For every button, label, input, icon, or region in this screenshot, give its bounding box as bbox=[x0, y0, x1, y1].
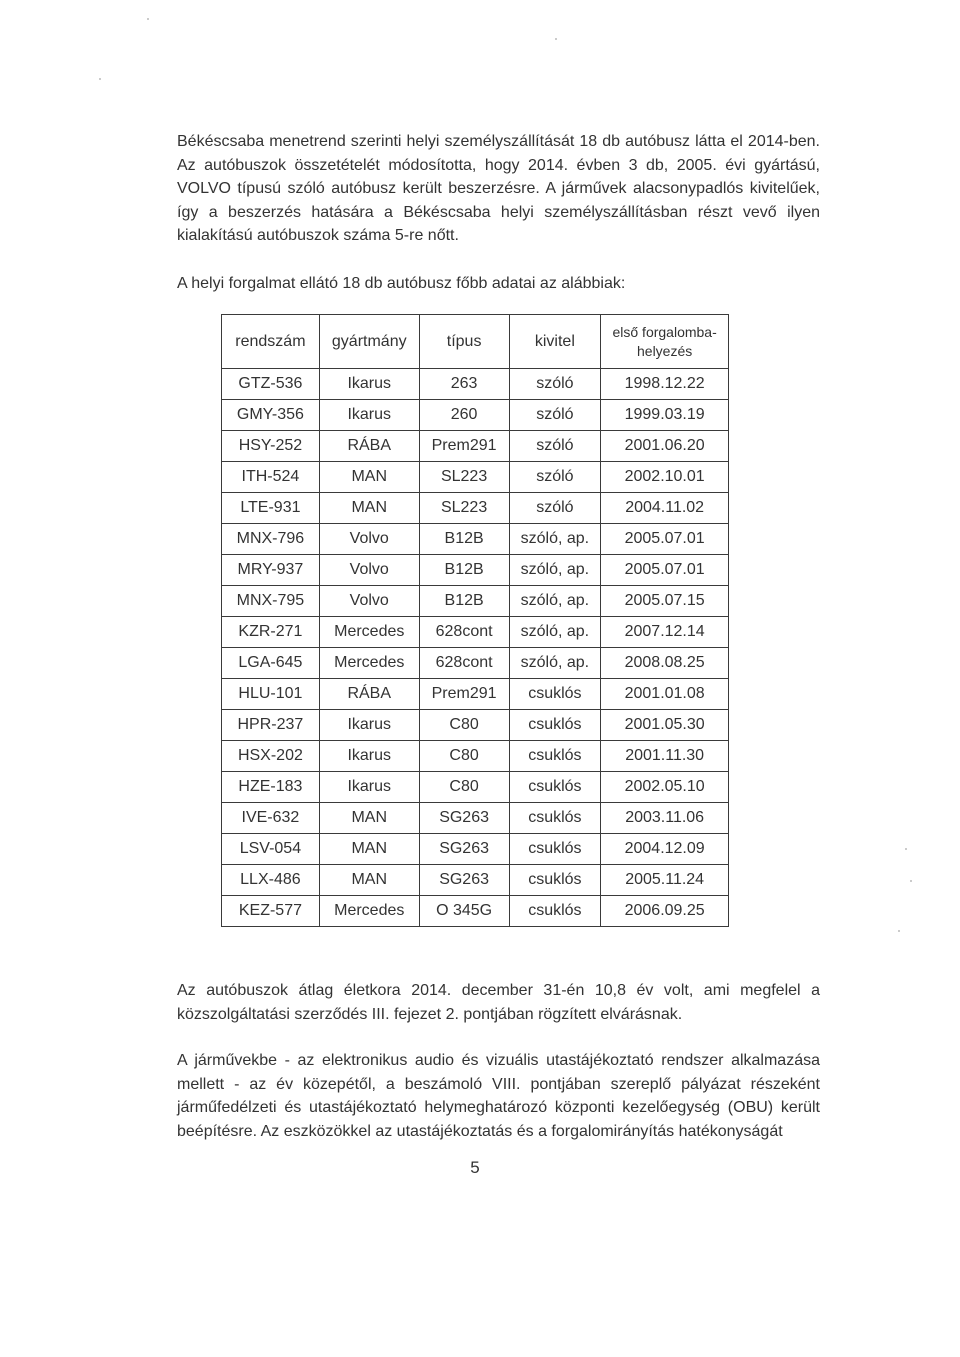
cell-elso-forgalomba-helyezes: 2005.07.01 bbox=[601, 524, 729, 555]
cell-kivitel: szóló, ap. bbox=[509, 555, 601, 586]
cell-rendszam: LTE-931 bbox=[222, 493, 320, 524]
cell-kivitel: csuklós bbox=[509, 679, 601, 710]
cell-kivitel: szóló bbox=[509, 462, 601, 493]
cell-tipus: 263 bbox=[419, 369, 509, 400]
cell-elso-forgalomba-helyezes: 2005.11.24 bbox=[601, 865, 729, 896]
cell-kivitel: szóló, ap. bbox=[509, 648, 601, 679]
scan-speck bbox=[898, 930, 900, 932]
cell-kivitel: csuklós bbox=[509, 896, 601, 927]
cell-rendszam: KEZ-577 bbox=[222, 896, 320, 927]
table-row bbox=[222, 431, 729, 462]
cell-kivitel: szóló, ap. bbox=[509, 586, 601, 617]
table-row bbox=[222, 493, 729, 524]
cell-rendszam: MNX-795 bbox=[222, 586, 320, 617]
cell-rendszam: HSX-202 bbox=[222, 741, 320, 772]
cell-kivitel: csuklós bbox=[509, 803, 601, 834]
cell-rendszam: MNX-796 bbox=[222, 524, 320, 555]
cell-rendszam: GTZ-536 bbox=[222, 369, 320, 400]
cell-gyartmany: MAN bbox=[319, 865, 419, 896]
cell-gyartmany: Mercedes bbox=[319, 617, 419, 648]
cell-elso-forgalomba-helyezes: 2006.09.25 bbox=[601, 896, 729, 927]
cell-elso-forgalomba-helyezes: 2007.12.14 bbox=[601, 617, 729, 648]
cell-tipus: C80 bbox=[419, 741, 509, 772]
cell-tipus: SG263 bbox=[419, 865, 509, 896]
table-row bbox=[222, 648, 729, 679]
cell-tipus: SL223 bbox=[419, 493, 509, 524]
cell-gyartmany: Mercedes bbox=[319, 896, 419, 927]
cell-elso-forgalomba-helyezes: 2001.05.30 bbox=[601, 710, 729, 741]
cell-gyartmany: Ikarus bbox=[319, 710, 419, 741]
table-row bbox=[222, 555, 729, 586]
cell-rendszam: LSV-054 bbox=[222, 834, 320, 865]
table-intro-paragraph: A helyi forgalmat ellátó 18 db autóbusz főbb adatai az alábbiak: bbox=[177, 275, 626, 292]
cell-rendszam: MRY-937 bbox=[222, 555, 320, 586]
cell-tipus: C80 bbox=[419, 710, 509, 741]
table-body bbox=[222, 369, 729, 927]
cell-tipus: O 345G bbox=[419, 896, 509, 927]
table-row bbox=[222, 896, 729, 927]
cell-rendszam: GMY-356 bbox=[222, 400, 320, 431]
cell-tipus: B12B bbox=[419, 586, 509, 617]
cell-tipus: B12B bbox=[419, 524, 509, 555]
cell-gyartmany: MAN bbox=[319, 462, 419, 493]
cell-tipus: Prem291 bbox=[419, 431, 509, 462]
header-elso-forgalomba-helyezes: első forgalomba-helyezés bbox=[601, 315, 729, 369]
cell-elso-forgalomba-helyezes: 1999.03.19 bbox=[601, 400, 729, 431]
cell-elso-forgalomba-helyezes: 2001.11.30 bbox=[601, 741, 729, 772]
cell-gyartmany: Mercedes bbox=[319, 648, 419, 679]
cell-gyartmany: Volvo bbox=[319, 555, 419, 586]
table-row bbox=[222, 462, 729, 493]
cell-elso-forgalomba-helyezes: 2001.06.20 bbox=[601, 431, 729, 462]
scan-speck bbox=[905, 848, 907, 850]
cell-rendszam: ITH-524 bbox=[222, 462, 320, 493]
cell-tipus: SL223 bbox=[419, 462, 509, 493]
table-row bbox=[222, 524, 729, 555]
cell-gyartmany: Ikarus bbox=[319, 772, 419, 803]
cell-tipus: SG263 bbox=[419, 834, 509, 865]
scan-speck bbox=[555, 38, 557, 40]
equipment-paragraph: A járművekbe - az elektronikus audio és vizuális utastájékoztató rendszer alkalmazása mellett - az év közepétől, a beszámoló VIII. pontjában szereplő pályázat részeként járműfedélzeti és utastájékoztató helymeghatározó központi kezelőegység (OBU) került beépítésre. Az eszközökkel az utastájékoztatás és a forgalomirányítás hatékonyságát bbox=[177, 1052, 820, 1140]
cell-elso-forgalomba-helyezes: 2004.11.02 bbox=[601, 493, 729, 524]
table-row bbox=[222, 710, 729, 741]
header-gyartmany: gyártmány bbox=[319, 315, 419, 369]
table-row bbox=[222, 586, 729, 617]
header-kivitel: kivitel bbox=[509, 315, 601, 369]
cell-kivitel: szóló, ap. bbox=[509, 617, 601, 648]
cell-gyartmany: RÁBA bbox=[319, 679, 419, 710]
cell-elso-forgalomba-helyezes: 2002.05.10 bbox=[601, 772, 729, 803]
cell-kivitel: csuklós bbox=[509, 710, 601, 741]
cell-tipus: B12B bbox=[419, 555, 509, 586]
cell-tipus: SG263 bbox=[419, 803, 509, 834]
cell-rendszam: HPR-237 bbox=[222, 710, 320, 741]
page-number: 5 bbox=[470, 1158, 480, 1177]
cell-tipus: C80 bbox=[419, 772, 509, 803]
scan-speck bbox=[99, 78, 101, 80]
cell-rendszam: IVE-632 bbox=[222, 803, 320, 834]
cell-tipus: 628cont bbox=[419, 617, 509, 648]
cell-elso-forgalomba-helyezes: 2005.07.15 bbox=[601, 586, 729, 617]
cell-rendszam: HLU-101 bbox=[222, 679, 320, 710]
header-rendszam: rendszám bbox=[222, 315, 320, 369]
cell-gyartmany: RÁBA bbox=[319, 431, 419, 462]
bus-fleet-table bbox=[221, 314, 729, 927]
table-row bbox=[222, 834, 729, 865]
cell-kivitel: szóló, ap. bbox=[509, 524, 601, 555]
intro-paragraph: Békéscsaba menetrend szerinti helyi személyszállítását 18 db autóbusz látta el 2014-ben. Az autóbuszok összetételét módosította, hogy 2014. évben 3 db, 2005. évi gyártású, VOLVO típusú szóló autóbusz került beszerzésre. A járművek alacsonypadlós kivitelűek, így a beszerzés hatására a Békéscsaba helyi személyszállításban részt vevő ilyen kialakítású autóbuszok száma 5-re nőtt. bbox=[177, 133, 820, 244]
average-age-paragraph: Az autóbuszok átlag életkora 2014. december 31-én 10,8 év volt, ami megfelel a közszolgáltatási szerződés III. fejezet 2. pontjában rögzített elvárásnak. bbox=[177, 982, 820, 1023]
cell-elso-forgalomba-helyezes: 2005.07.01 bbox=[601, 555, 729, 586]
cell-kivitel: szóló bbox=[509, 400, 601, 431]
table-row bbox=[222, 803, 729, 834]
cell-kivitel: csuklós bbox=[509, 834, 601, 865]
cell-gyartmany: Volvo bbox=[319, 524, 419, 555]
cell-gyartmany: Volvo bbox=[319, 586, 419, 617]
cell-kivitel: szóló bbox=[509, 369, 601, 400]
cell-rendszam: HSY-252 bbox=[222, 431, 320, 462]
cell-elso-forgalomba-helyezes: 2001.01.08 bbox=[601, 679, 729, 710]
table-row bbox=[222, 679, 729, 710]
cell-gyartmany: Ikarus bbox=[319, 369, 419, 400]
cell-kivitel: csuklós bbox=[509, 772, 601, 803]
cell-elso-forgalomba-helyezes: 2008.08.25 bbox=[601, 648, 729, 679]
table-row bbox=[222, 865, 729, 896]
table-row bbox=[222, 617, 729, 648]
cell-gyartmany: MAN bbox=[319, 803, 419, 834]
cell-kivitel: szóló bbox=[509, 493, 601, 524]
header-tipus: típus bbox=[419, 315, 509, 369]
cell-kivitel: csuklós bbox=[509, 865, 601, 896]
cell-gyartmany: Ikarus bbox=[319, 400, 419, 431]
table-row bbox=[222, 400, 729, 431]
cell-kivitel: csuklós bbox=[509, 741, 601, 772]
scan-speck bbox=[147, 18, 149, 20]
cell-tipus: Prem291 bbox=[419, 679, 509, 710]
cell-rendszam: KZR-271 bbox=[222, 617, 320, 648]
cell-gyartmany: MAN bbox=[319, 493, 419, 524]
scan-speck bbox=[910, 880, 912, 882]
cell-rendszam: HZE-183 bbox=[222, 772, 320, 803]
cell-tipus: 260 bbox=[419, 400, 509, 431]
cell-elso-forgalomba-helyezes: 1998.12.22 bbox=[601, 369, 729, 400]
cell-elso-forgalomba-helyezes: 2002.10.01 bbox=[601, 462, 729, 493]
table-header-row bbox=[222, 315, 729, 369]
table-row bbox=[222, 369, 729, 400]
cell-rendszam: LLX-486 bbox=[222, 865, 320, 896]
table-row bbox=[222, 741, 729, 772]
cell-gyartmany: MAN bbox=[319, 834, 419, 865]
cell-rendszam: LGA-645 bbox=[222, 648, 320, 679]
cell-elso-forgalomba-helyezes: 2004.12.09 bbox=[601, 834, 729, 865]
cell-tipus: 628cont bbox=[419, 648, 509, 679]
cell-elso-forgalomba-helyezes: 2003.11.06 bbox=[601, 803, 729, 834]
table-row bbox=[222, 772, 729, 803]
cell-gyartmany: Ikarus bbox=[319, 741, 419, 772]
cell-kivitel: szóló bbox=[509, 431, 601, 462]
